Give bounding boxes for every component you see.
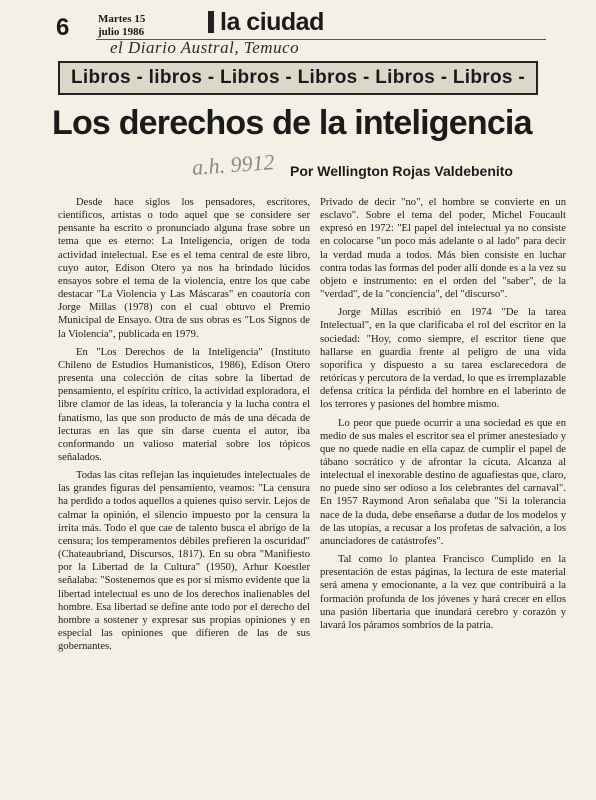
date-month-year: julio 1986 [98,26,145,38]
paragraph: Privado de decir "no", el hombre se convierte en un esclavo". Sobre el tema del poder, Michel Foucault expresó en 1972: "El papel del intelectual ya no consiste en colocarse "un poco más adelante o al lado" para decir la verdad muda a todos. Más bien consiste en luchar contra todas las formas del poder allí donde es a la vez su objeto e instrumento: en el orden del "saber", de la "verdad", de la "conciencia", del "discurso". [320,197,566,301]
article-headline: Los derechos de la inteligencia [52,104,532,142]
paragraph: Desde hace siglos los pensadores, escritores, científicos, artistas o todo aquel que se considere ser pensante ha escrito o pronunciado alguna frase sobre un tema que es eterno: La Inteligencia, origen de toda actividad intelectual. Ese es el tema central de este libro, cuyo autor, Edison Otero ya nos ha brindado lúcidos ensayos sobre el tema de la violencia, entre los que cabe destacar "La Violencia y Las Máscaras" en coautoría con Jorge Millas (1978) con el cual obtuvo el Premio Municipal de Ensayo. Otra de sus obras es "Los Signos de la Violencia", publicada en 1979. [58,197,310,340]
section-marker [208,11,214,33]
section-title: la ciudad [220,8,324,36]
handwritten-source-note: el Diario Austral, Temuco [110,38,300,57]
books-banner: Libros - libros - Libros - Libros - Libros - Libros - [58,61,538,95]
date-weekday: Martes 15 [98,13,146,25]
paragraph: Todas las citas reflejan las inquietudes intelectuales de las grandes figuras del pensamiento, veamos: "La censura ha perdido a todos aquellos a quienes quiso servir. Lejos de calmar la opinión, el silencio impuesto por la censura la irrita más. Todo el que cae de talento busca el abrigo de la censura; los temperamentos débiles prefieren la oscuridad" (Chateaubriand, Discursos, 1817). En su obra "Manifiesto por la Libertad de la Cultura" (1950), Arhur Koestler señalaba: "Sostenemos que es por sí mismo evidente que la libertad intelectual es uno de los derechos inalienables del hombre. Esa libertad se define ante todo por el derecho del hombre a sostener y expresar sus propias opiniones y en especial las opiniones que difieren de las de sus gobernantes. [58,470,310,653]
archive-stamp: a.h. 9912 [191,149,276,180]
paragraph: En "Los Derechos de la Inteligencia" (Instituto Chileno de Estudios Humanísticos, 1986), Edison Otero presenta una colección de citas sobre la libertad de pensamiento, el espíritu crítico, la actividad exploradora, el libre clamor de las ideas, la tolerancia y la lucha contra el fanatismo, las que son producto de más de una década de lecturas en las que sin darse cuenta el autor, iba conformando un valioso material sobre los tópicos señalados. [58,346,310,463]
page-number: 6 [56,14,70,41]
article-byline: Por Wellington Rojas Valdebenito [290,163,513,179]
article-column-right [320,196,566,637]
paragraph: Jorge Millas escribió en 1974 "De la tarea Intelectual", en la que clarificaba el rol del escritor en la sociedad: "Hoy, como siempre, el escritor tiene que hallarse en guardia frente al peligro de una vida soporífica y dispuesto a su tarea esclarecedora de retóricas y percutora de la verdad, lo que es irremplazable defensa crítica la pérdida del hombre en el laberinto de los terrores y pasiones del hombre mismo. [320,307,566,411]
paragraph: Lo peor que puede ocurrir a una sociedad es que en medio de sus males el escritor sea el primer anestesiado y que no quede nadie en ella capaz de cumplir el papel de tábano socrático y de afrontar la cicuta. Alcanza al intelectual el inexorable destino de aguafiestas que, claro, no puede sino ser odioso a los celebrantes del carnaval". En 1957 Raymond Aron señalaba que "Si la tolerancia nace de la duda, debe enseñarse a dudar de los modelos y de las utopías, a recusar a los profetas de salvación, a los anunciadores de catástrofes". [320,417,566,547]
article-column-left [58,196,310,658]
paragraph: Tal como lo plantea Francisco Cumplido en la presentación de estas páginas, la lectura de este material será amena y emocionante, a la vez que contribuirá a la formación profunda de los jóvenes y hará crecer en ellos una pasión libertaria que inundará cerebro y corazón y lavará los páramos sombríos de la patria. [320,554,566,631]
